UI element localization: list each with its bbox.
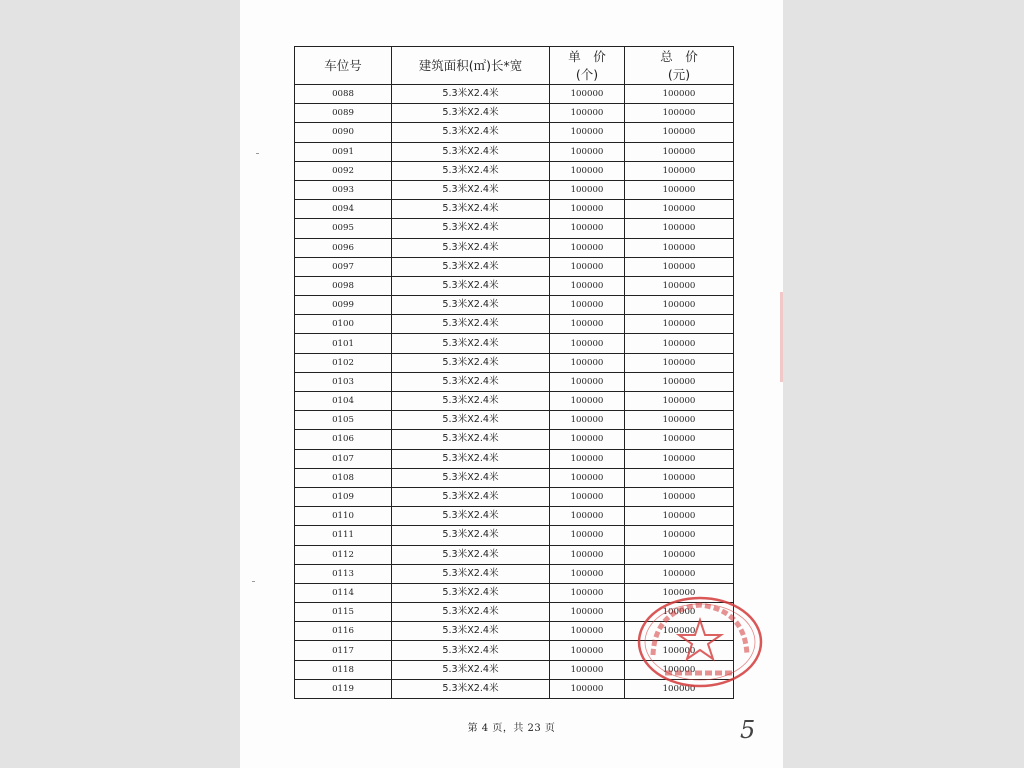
cell-unit-price: 100000	[550, 660, 625, 679]
table-row	[295, 564, 734, 583]
cell-total-price: 100000	[625, 449, 734, 468]
cell-unit-price: 100000	[550, 334, 625, 353]
cell-total-price: 100000	[625, 660, 734, 679]
cell-unit-price: 100000	[550, 392, 625, 411]
cell-total-price: 100000	[625, 123, 734, 142]
cell-unit-price: 100000	[550, 353, 625, 372]
cell-size: 5.3米X2.4米	[392, 161, 550, 180]
cell-space-no: 0090	[295, 123, 392, 142]
cell-total-price: 100000	[625, 411, 734, 430]
cell-unit-price: 100000	[550, 526, 625, 545]
cell-total-price: 100000	[625, 507, 734, 526]
cell-total-price: 100000	[625, 545, 734, 564]
cell-space-no: 0113	[295, 564, 392, 583]
table-row	[295, 507, 734, 526]
cell-space-no: 0093	[295, 180, 392, 199]
cell-size: 5.3米X2.4米	[392, 430, 550, 449]
cell-space-no: 0101	[295, 334, 392, 353]
cell-unit-price: 100000	[550, 583, 625, 602]
table-row	[295, 238, 734, 257]
cell-total-price: 100000	[625, 161, 734, 180]
scan-mark	[252, 581, 255, 582]
cell-size: 5.3米X2.4米	[392, 545, 550, 564]
cell-size: 5.3米X2.4米	[392, 372, 550, 391]
header-total-price-label: 总 价	[660, 48, 698, 64]
cell-size: 5.3米X2.4米	[392, 449, 550, 468]
cell-unit-price: 100000	[550, 104, 625, 123]
cell-space-no: 0118	[295, 660, 392, 679]
cell-unit-price: 100000	[550, 315, 625, 334]
cell-total-price: 100000	[625, 85, 734, 104]
cell-total-price: 100000	[625, 622, 734, 641]
cell-size: 5.3米X2.4米	[392, 353, 550, 372]
table-row	[295, 334, 734, 353]
cell-unit-price: 100000	[550, 85, 625, 104]
cell-unit-price: 100000	[550, 622, 625, 641]
header-total-price-unit: (元)	[667, 66, 691, 82]
cell-total-price: 100000	[625, 200, 734, 219]
table-row	[295, 449, 734, 468]
table-row	[295, 123, 734, 142]
table-row	[295, 487, 734, 506]
cell-size: 5.3米X2.4米	[392, 641, 550, 660]
cell-space-no: 0092	[295, 161, 392, 180]
cell-unit-price: 100000	[550, 142, 625, 161]
cell-size: 5.3米X2.4米	[392, 622, 550, 641]
header-area: 建筑面积(㎡)长*宽	[392, 47, 550, 85]
official-seal	[635, 595, 765, 690]
cell-size: 5.3米X2.4米	[392, 219, 550, 238]
cell-size: 5.3米X2.4米	[392, 487, 550, 506]
cell-total-price: 100000	[625, 564, 734, 583]
cell-size: 5.3米X2.4米	[392, 603, 550, 622]
cell-size: 5.3米X2.4米	[392, 564, 550, 583]
cell-total-price: 100000	[625, 296, 734, 315]
cell-space-no: 0100	[295, 315, 392, 334]
cell-total-price: 100000	[625, 257, 734, 276]
header-unit-price	[550, 47, 625, 85]
cell-space-no: 0088	[295, 85, 392, 104]
cell-space-no: 0091	[295, 142, 392, 161]
table-row	[295, 526, 734, 545]
cell-size: 5.3米X2.4米	[392, 85, 550, 104]
cell-unit-price: 100000	[550, 449, 625, 468]
cell-total-price: 100000	[625, 180, 734, 199]
cell-size: 5.3米X2.4米	[392, 583, 550, 602]
cell-total-price: 100000	[625, 641, 734, 660]
cell-size: 5.3米X2.4米	[392, 679, 550, 698]
table-row	[295, 85, 734, 104]
cell-size: 5.3米X2.4米	[392, 315, 550, 334]
table-row	[295, 257, 734, 276]
table-row	[295, 142, 734, 161]
cell-space-no: 0096	[295, 238, 392, 257]
cell-total-price: 100000	[625, 392, 734, 411]
cell-space-no: 0103	[295, 372, 392, 391]
cell-size: 5.3米X2.4米	[392, 526, 550, 545]
cell-unit-price: 100000	[550, 372, 625, 391]
cell-unit-price: 100000	[550, 257, 625, 276]
cell-space-no: 0094	[295, 200, 392, 219]
header-space-no: 车位号	[295, 47, 392, 85]
cell-unit-price: 100000	[550, 180, 625, 199]
cell-unit-price: 100000	[550, 507, 625, 526]
cell-space-no: 0106	[295, 430, 392, 449]
cell-unit-price: 100000	[550, 296, 625, 315]
cell-unit-price: 100000	[550, 468, 625, 487]
cell-total-price: 100000	[625, 679, 734, 698]
table-row	[295, 104, 734, 123]
cell-unit-price: 100000	[550, 123, 625, 142]
adjacent-page-seal-edge	[780, 292, 783, 382]
cell-unit-price: 100000	[550, 603, 625, 622]
cell-space-no: 0107	[295, 449, 392, 468]
cell-unit-price: 100000	[550, 487, 625, 506]
cell-unit-price: 100000	[550, 200, 625, 219]
cell-space-no: 0119	[295, 679, 392, 698]
cell-size: 5.3米X2.4米	[392, 238, 550, 257]
cell-unit-price: 100000	[550, 545, 625, 564]
cell-size: 5.3米X2.4米	[392, 104, 550, 123]
cell-size: 5.3米X2.4米	[392, 660, 550, 679]
cell-total-price: 100000	[625, 583, 734, 602]
cell-space-no: 0099	[295, 296, 392, 315]
cell-space-no: 0112	[295, 545, 392, 564]
table-row	[295, 161, 734, 180]
cell-total-price: 100000	[625, 372, 734, 391]
table-row	[295, 200, 734, 219]
header-total-price	[625, 47, 734, 85]
cell-unit-price: 100000	[550, 641, 625, 660]
cell-space-no: 0116	[295, 622, 392, 641]
cell-size: 5.3米X2.4米	[392, 411, 550, 430]
table-row	[295, 411, 734, 430]
table-row	[295, 545, 734, 564]
cell-size: 5.3米X2.4米	[392, 334, 550, 353]
cell-size: 5.3米X2.4米	[392, 142, 550, 161]
cell-space-no: 0105	[295, 411, 392, 430]
cell-unit-price: 100000	[550, 411, 625, 430]
header-unit-price-unit: (个)	[575, 66, 599, 82]
cell-size: 5.3米X2.4米	[392, 257, 550, 276]
cell-unit-price: 100000	[550, 564, 625, 583]
cell-space-no: 0098	[295, 276, 392, 295]
scan-mark	[256, 153, 259, 154]
table-row	[295, 372, 734, 391]
table-row	[295, 392, 734, 411]
cell-size: 5.3米X2.4米	[392, 123, 550, 142]
cell-size: 5.3米X2.4米	[392, 200, 550, 219]
cell-space-no: 0117	[295, 641, 392, 660]
cell-space-no: 0108	[295, 468, 392, 487]
cell-unit-price: 100000	[550, 238, 625, 257]
cell-total-price: 100000	[625, 142, 734, 161]
cell-size: 5.3米X2.4米	[392, 392, 550, 411]
cell-space-no: 0104	[295, 392, 392, 411]
cell-size: 5.3米X2.4米	[392, 180, 550, 199]
cell-space-no: 0114	[295, 583, 392, 602]
cell-space-no: 0110	[295, 507, 392, 526]
cell-space-no: 0089	[295, 104, 392, 123]
handwritten-page-number: 5	[740, 716, 756, 744]
cell-total-price: 100000	[625, 276, 734, 295]
cell-total-price: 100000	[625, 219, 734, 238]
table-row	[295, 430, 734, 449]
cell-size: 5.3米X2.4米	[392, 296, 550, 315]
cell-space-no: 0115	[295, 603, 392, 622]
table-row	[295, 180, 734, 199]
cell-unit-price: 100000	[550, 161, 625, 180]
cell-total-price: 100000	[625, 487, 734, 506]
cell-unit-price: 100000	[550, 276, 625, 295]
cell-total-price: 100000	[625, 238, 734, 257]
cell-space-no: 0109	[295, 487, 392, 506]
cell-total-price: 100000	[625, 526, 734, 545]
table-row	[295, 353, 734, 372]
cell-total-price: 100000	[625, 104, 734, 123]
cell-space-no: 0095	[295, 219, 392, 238]
cell-total-price: 100000	[625, 603, 734, 622]
cell-unit-price: 100000	[550, 430, 625, 449]
table-row	[295, 315, 734, 334]
table-row	[295, 468, 734, 487]
cell-space-no: 0111	[295, 526, 392, 545]
cell-total-price: 100000	[625, 334, 734, 353]
cell-total-price: 100000	[625, 315, 734, 334]
cell-size: 5.3米X2.4米	[392, 276, 550, 295]
cell-size: 5.3米X2.4米	[392, 468, 550, 487]
header-unit-price-label: 单 价	[568, 48, 606, 64]
cell-unit-price: 100000	[550, 679, 625, 698]
cell-unit-price: 100000	[550, 219, 625, 238]
cell-total-price: 100000	[625, 468, 734, 487]
cell-total-price: 100000	[625, 430, 734, 449]
cell-space-no: 0102	[295, 353, 392, 372]
table-row	[295, 276, 734, 295]
table-row	[295, 296, 734, 315]
cell-space-no: 0097	[295, 257, 392, 276]
cell-size: 5.3米X2.4米	[392, 507, 550, 526]
table-header-row	[295, 47, 734, 85]
document-page	[240, 0, 783, 768]
cell-total-price: 100000	[625, 353, 734, 372]
page-indicator: 第 4 页，共 23 页	[467, 723, 556, 734]
table-row	[295, 219, 734, 238]
